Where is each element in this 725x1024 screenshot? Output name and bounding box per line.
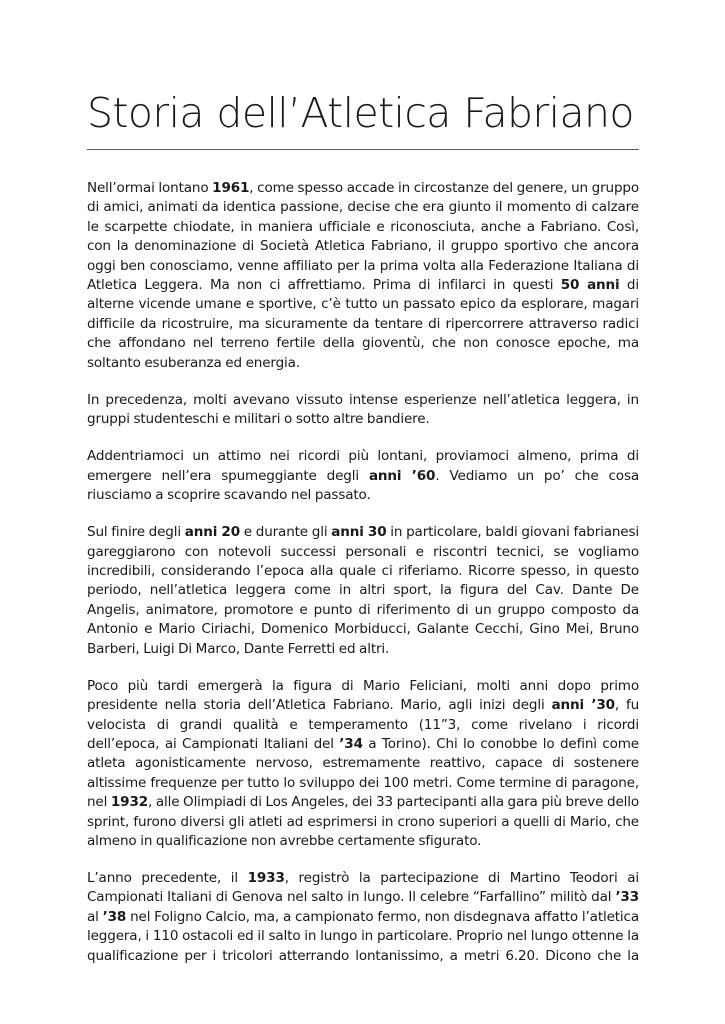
emphasis-text: 1933: [247, 870, 285, 887]
emphasis-text: ’38: [102, 908, 127, 925]
paragraph-text: , fu velocista di grandi qualità e temperamento (11”3, come rivelano i ricordi dell’epoca, ai Campionati Italiani del: [87, 697, 640, 752]
paragraph-text: , alle Olimpiadi di Los Angeles, dei 33 partecipanti alla gara più breve dello sprint, furono diversi gli atleti ad esprimersi in crono superiori a quelli di Mario, che almeno in qualificazione non avrebbe certamente sfigurato.: [87, 794, 640, 849]
body-paragraph: [87, 523, 639, 659]
emphasis-text: anni 30: [331, 524, 387, 541]
body-paragraph: [87, 869, 639, 966]
emphasis-text: ’34: [339, 735, 363, 752]
title-divider: [87, 149, 639, 150]
body-paragraph: [87, 677, 639, 852]
paragraph-text: , registrò la partecipazione di Martino Teodori ai Campionati Italiani di Genova nel salto in lungo. Il celebre “Farfallino” militò dal: [87, 870, 639, 906]
emphasis-text: ’33: [615, 889, 639, 906]
paragraph-text: di alterne vicende umane e sportive, c’è tutto un passato epico da esplorare, magari difficile da ricostruire, ma sicuramente da tentare di ripercorrere attraverso radici che affondano nel terreno fertile della gioventù, che non conosce epoche, ma soltanto esuberanza ed energia.: [87, 277, 639, 371]
paragraph-text: Sul finire degli: [87, 524, 185, 541]
body-paragraph: [87, 179, 639, 373]
body-paragraph: [87, 391, 639, 430]
paragraph-text: in particolare, baldi giovani fabrianesi gareggiarono con notevoli successi personali e riscontri tecnici, se vogliamo incredibili, considerando l’epoca alla quale ci riferiamo. Ricorre spesso, in questo periodo, nell’atletica leggera come in altri sport, la figura del Cav. Dante De Angelis, animatore, promotore e punto di riferimento di un gruppo composto da Antonio e Mario Ciriachi, Domenico Morbiducci, Galante Cecchi, Gino Mei, Bruno Barberi, Luigi Di Marco, Dante Ferretti ed altri.: [87, 524, 640, 657]
paragraph-text: Poco più tardi emergerà la figura di Mario Feliciani, molti anni dopo primo presidente nella storia dell’Atletica Fabriano. Mario, agli inizi degli: [87, 677, 639, 714]
emphasis-text: 50 anni: [560, 277, 620, 294]
paragraph-text: e durante gli: [240, 524, 332, 541]
paragraph-text: . Vediamo un po’ che cosa riusciamo a scoprire scavando nel passato.: [87, 467, 639, 504]
emphasis-text: 1961: [212, 180, 250, 196]
paragraph-text: L’anno precedente, il: [87, 870, 248, 887]
paragraph-text: nel Foligno Calcio, ma, a campionato fermo, non disdegnava affatto l’atletica leggera, i 110 ostacoli ed il salto in lungo in particolare. Proprio nel lungo ottenne la qualificazione per i tricolori atterrando lontanissimo, a metri 6.20. Dicono che la: [87, 908, 639, 964]
paragraph-text: In precedenza, molti avevano vissuto intense esperienze nell’atletica leggera, in gruppi studenteschi e militari o sotto altre bandiere.: [87, 391, 639, 428]
document-body: [87, 179, 639, 984]
emphasis-text: 1932: [110, 794, 149, 811]
emphasis-text: anni ’60: [368, 467, 436, 484]
page-title: Storia dell’Atletica Fabriano: [87, 89, 634, 137]
paragraph-text: , come spesso accade in circostanze del genere, un gruppo di amici, animati da identica passione, decise che era giunto il momento di calzare le scarpette chiodate, in maniera ufficiale e riconosciuta, anche a Fabriano. Così, con la denominazione di Società Atletica Fabriano, il gruppo sportivo che ancora oggi ben conosciamo, venne affiliato per la prima volta alla Federazione Italiana di Atletica Leggera. Ma non ci affrettiamo. Prima di infilarci in questi: [87, 180, 639, 294]
paragraph-text: al: [87, 908, 103, 925]
paragraph-text: Addentriamoci un attimo nei ricordi più lontani, proviamoci almeno, prima di emergere nell’era spumeggiante degli: [87, 448, 639, 484]
paragraph-text: Nell’ormai lontano: [87, 180, 213, 196]
emphasis-text: anni ’30: [551, 697, 615, 714]
emphasis-text: anni 20: [184, 524, 240, 541]
body-paragraph: [87, 447, 639, 505]
paragraph-text: a Torino). Chi lo conobbe lo definì come atleta agonisticamente nervoso, estremamente reattivo, capace di sostenere altissime frequenze per tutto lo sviluppo dei 100 metri. Come termine di paragone, nel: [87, 735, 639, 811]
